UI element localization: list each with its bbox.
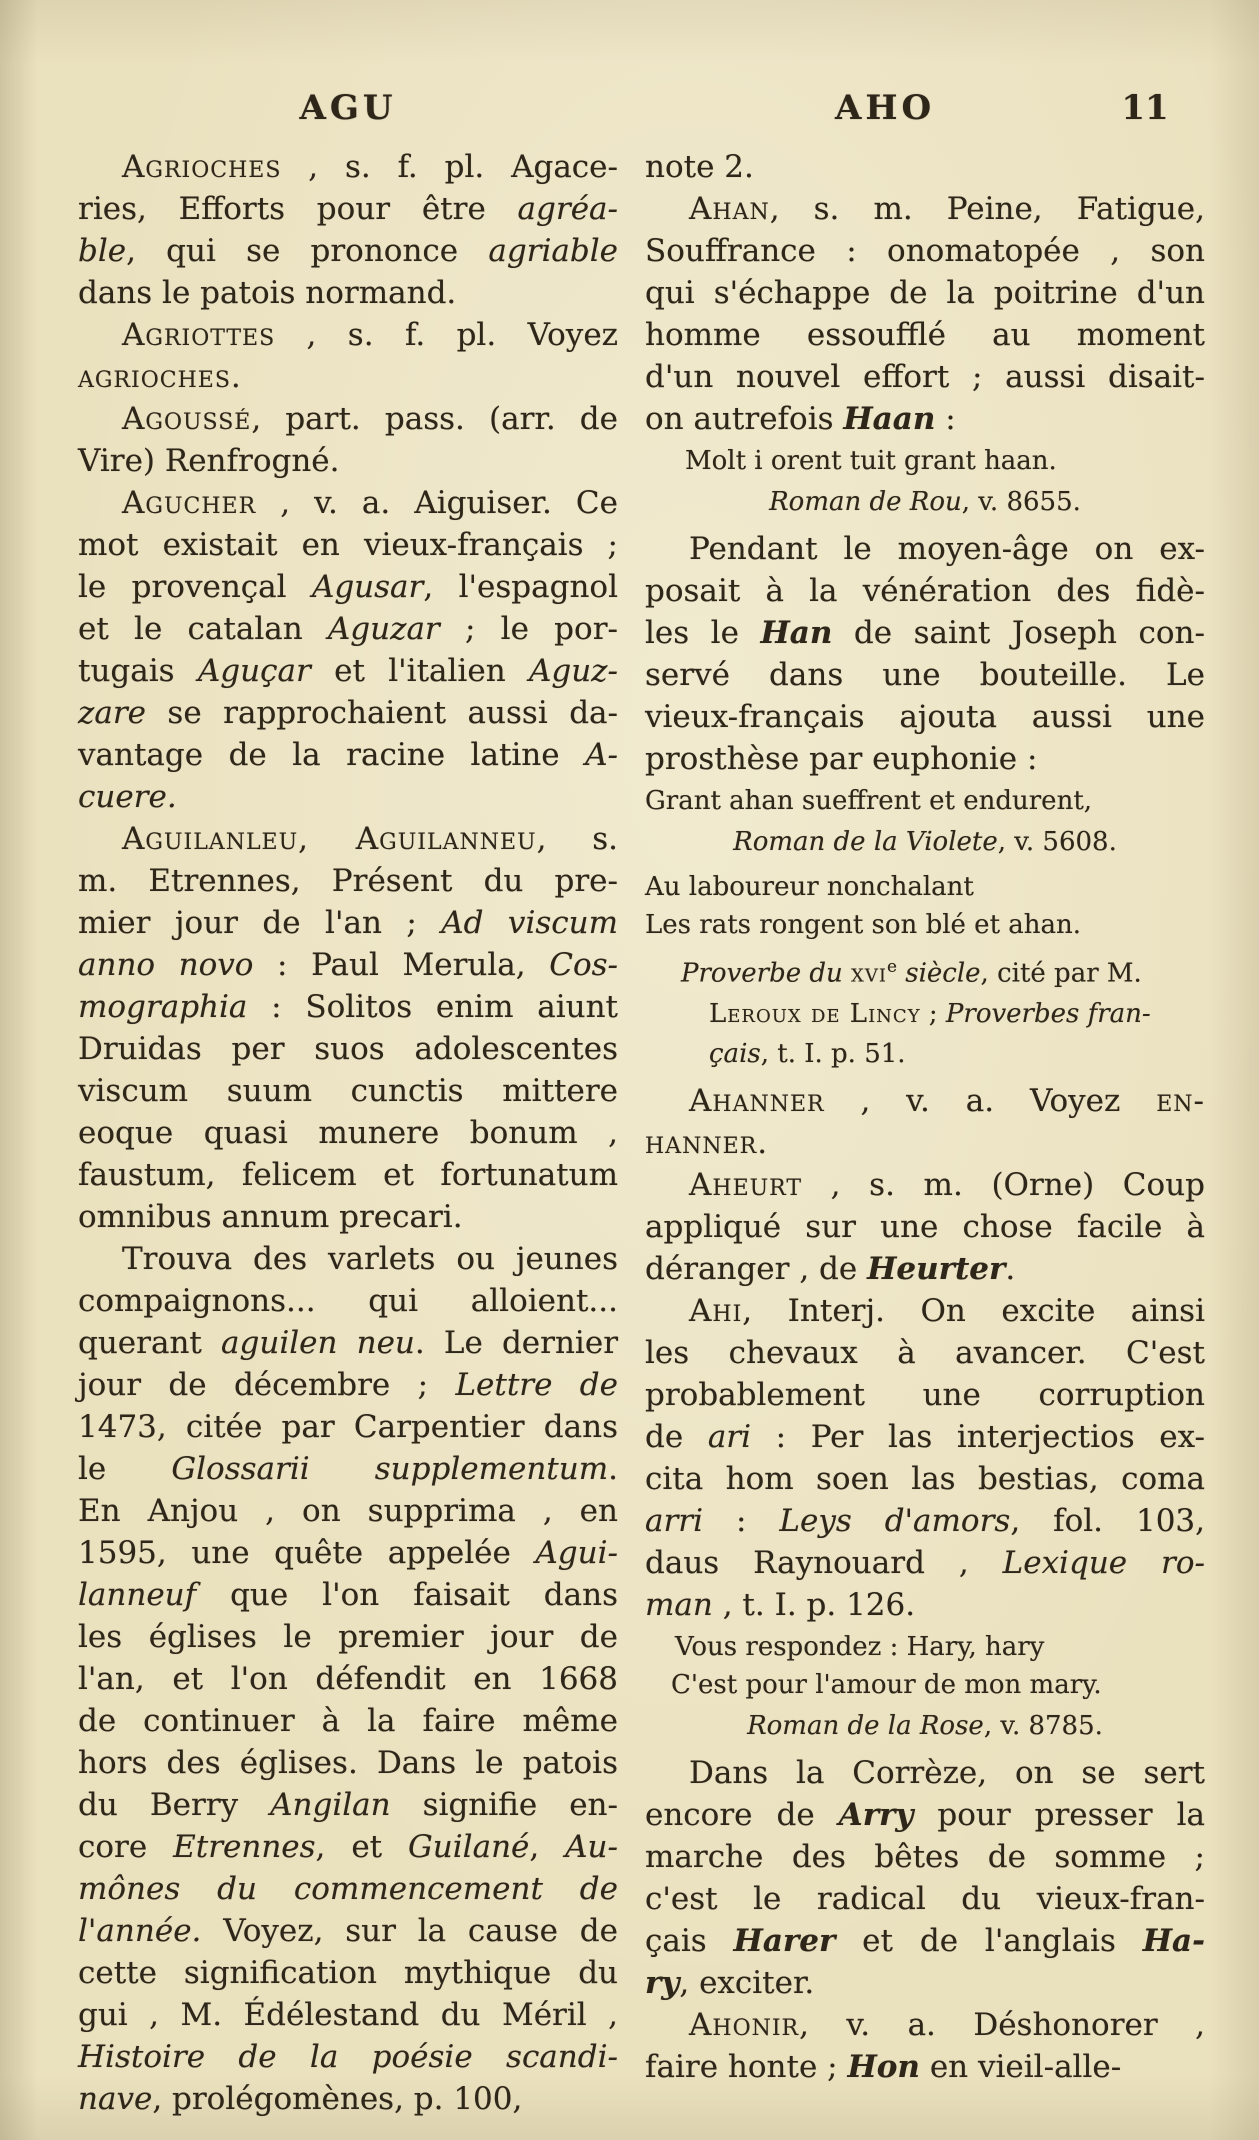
text-line: eoque quasi munere bonum ,	[78, 1115, 618, 1151]
text-line: Agrioches , s. f. pl. Agace-	[122, 149, 618, 185]
text-line: le provençal Agusar, l'espagnol	[78, 569, 618, 605]
text-line: Dans la Corrèze, on se sert	[689, 1754, 1205, 1791]
text-line: cette signification mythique du	[78, 1955, 618, 1991]
text-line: Aheurt , s. m. (Orne) Coup	[689, 1166, 1205, 1203]
text-line: viscum suum cunctis mittere	[78, 1073, 618, 1109]
text-line: et le catalan Aguzar ; le por-	[78, 611, 618, 647]
text-line: du Berry Angilan signifie en-	[78, 1787, 618, 1823]
paragraph	[78, 818, 618, 1238]
text-line: zare se rapprochaient aussi da-	[78, 695, 618, 731]
text-line: les le Han de saint Joseph con-	[645, 615, 1205, 651]
text-line: m. Etrennes, Présent du pre-	[78, 863, 618, 899]
text-line: Trouva des varlets ou jeunes	[122, 1241, 618, 1277]
text-line: Histoire de la poésie scandi-	[78, 2039, 618, 2075]
text-line: Aguilanleu, Aguilanneu, s.	[122, 821, 618, 857]
text-line: Souffrance : onomatopée , son	[645, 233, 1205, 269]
text-line: on autrefois Haan :	[645, 401, 956, 437]
column-left	[78, 146, 618, 2120]
paragraph	[645, 528, 1205, 780]
text-line: marche des bêtes de somme ;	[645, 1838, 1205, 1875]
text-line: Ahonir, v. a. Déshonorer ,	[689, 2006, 1205, 2043]
page-number: 11	[1121, 88, 1169, 128]
text-line: Ahanner , v. a. Voyez en-	[689, 1082, 1205, 1119]
text-line: prosthèse par euphonie :	[645, 741, 1038, 777]
text-line: omnibus annum precari.	[78, 1199, 463, 1235]
verse-quote	[645, 782, 1205, 820]
citation	[645, 482, 1205, 522]
text-line: déranger , de Heurter.	[645, 1250, 1016, 1287]
text-line: mier jour de l'an ; Ad viscum	[78, 905, 618, 941]
text-line: Vire) Renfrogné.	[78, 443, 340, 479]
text-line: l'an, et l'on défendit en 1668	[78, 1661, 618, 1697]
paragraph	[645, 1290, 1205, 1626]
text-line: Leroux de Lincy ; Proverbes fran-	[709, 998, 1151, 1029]
text-line: hors des églises. Dans le patois	[78, 1745, 618, 1781]
paragraph	[78, 314, 618, 398]
text-line: Agucher , v. a. Aiguiser. Ce	[122, 485, 618, 521]
column-right	[645, 146, 1205, 2088]
text-line: l'année. Voyez, sur la cause de	[78, 1913, 618, 1949]
verse-quote	[645, 442, 1205, 480]
text-line: probablement une corruption	[645, 1376, 1205, 1413]
text-line: 1473, citée par Carpentier dans	[78, 1409, 618, 1445]
text-line: jour de décembre ; Lettre de	[78, 1367, 618, 1403]
text-line: Proverbe du xvi$^e$ siècle, cité par M.	[681, 956, 1142, 989]
text-line: anno novo : Paul Merula, Cos-	[78, 947, 618, 983]
text-line: cita hom soen las bestias, coma	[645, 1460, 1205, 1497]
text-line: ry, exciter.	[645, 1964, 815, 2001]
text-line: hanner.	[645, 1124, 769, 1161]
text-line: faustum, felicem et fortunatum	[78, 1157, 618, 1193]
text-line: core Etrennes, et Guilané, Au-	[78, 1829, 618, 1865]
text-line: En Anjou , on supprima , en	[78, 1493, 618, 1529]
text-line: dans le patois normand.	[78, 275, 457, 311]
citation	[645, 946, 1205, 1074]
text-line: les églises le premier jour de	[78, 1619, 618, 1655]
text-line: Agriottes , s. f. pl. Voyez	[122, 317, 618, 353]
text-line: C'est pour l'amour de mon mary.	[671, 1669, 1102, 1700]
text-line: appliqué sur une chose facile à	[645, 1208, 1205, 1245]
text-line: vieux-français ajouta aussi une	[645, 699, 1205, 735]
text-line: nave, prolégomènes, p. 100,	[78, 2081, 523, 2117]
text-line: Ahi, Interj. On excite ainsi	[689, 1292, 1205, 1329]
text-line: çais, t. I. p. 51.	[709, 1038, 906, 1069]
text-line: faire honte ; Hon en vieil-alle-	[645, 2048, 1122, 2085]
citation	[645, 1706, 1205, 1746]
text-line: Druidas per suos adolescentes	[78, 1031, 618, 1067]
text-line: Molt i orent tuit grant haan.	[685, 446, 1057, 476]
text-line: vantage de la racine latine A-	[78, 737, 618, 773]
text-line: de continuer à la faire même	[78, 1703, 618, 1739]
text-line: d'un nouvel effort ; aussi disait-	[645, 359, 1205, 395]
text-line: mot existait en vieux-français ;	[78, 527, 618, 563]
text-line: querant aguilen neu. Le dernier	[78, 1325, 619, 1361]
text-line: tugais Aguçar et l'italien Aguz-	[78, 653, 618, 689]
paragraph	[645, 146, 1205, 188]
text-line: Les rats rongent son blé et ahan.	[645, 910, 1082, 940]
paragraph	[645, 1752, 1205, 2004]
running-head-right: AHO	[834, 88, 936, 128]
text-line: man , t. I. p. 126.	[645, 1586, 916, 1623]
text-line: servé dans une bouteille. Le	[645, 657, 1205, 693]
text-line: Roman de la Violete, v. 5608.	[733, 827, 1117, 857]
text-line: Au laboureur nonchalant	[645, 872, 974, 902]
text-line: qui s'échappe de la poitrine d'un	[645, 275, 1205, 311]
text-line: çais Harer et de l'anglais Ha-	[645, 1922, 1205, 1959]
paragraph	[645, 2004, 1205, 2088]
verse-quote	[645, 868, 1205, 944]
paragraph	[78, 482, 618, 818]
text-line: posait à la vénération des fidè-	[645, 573, 1205, 609]
paragraph	[645, 1164, 1205, 1290]
paragraph	[78, 398, 618, 482]
paragraph	[645, 188, 1205, 440]
text-line: agrioches.	[78, 359, 242, 395]
text-line: Roman de Rou, v. 8655.	[769, 487, 1081, 517]
text-line: ble, qui se prononce agriable	[78, 233, 618, 269]
text-line: Pendant le moyen-âge on ex-	[689, 531, 1205, 567]
text-line: 1595, une quête appelée Agui-	[78, 1535, 618, 1571]
text-line: homme essoufflé au moment	[645, 317, 1205, 353]
text-line: de ari : Per las interjectios ex-	[645, 1418, 1205, 1455]
citation	[645, 822, 1205, 862]
text-line: le Glossarii supplementum.	[78, 1451, 618, 1487]
text-line: mographia : Solitos enim aiunt	[78, 989, 618, 1025]
text-line: note 2.	[645, 149, 754, 185]
text-line: Grant ahan sueffrent et endurent,	[645, 786, 1093, 816]
text-line: encore de Arry pour presser la	[645, 1796, 1205, 1833]
text-line: Agoussé, part. pass. (arr. de	[122, 401, 618, 437]
text-line: gui , M. Édélestand du Méril ,	[78, 1997, 618, 2033]
text-line: arri : Leys d'amors, fol. 103,	[645, 1502, 1206, 1539]
text-line: c'est le radical du vieux-fran-	[645, 1880, 1205, 1917]
text-line: Vous respondez : Hary, hary	[675, 1631, 1045, 1662]
text-line: Ahan, s. m. Peine, Fatigue,	[689, 191, 1205, 227]
paragraph	[645, 1080, 1205, 1164]
text-line: compaignons... qui alloient...	[78, 1283, 618, 1319]
text-line: lanneuf que l'on faisait dans	[78, 1577, 618, 1613]
paragraph	[78, 146, 618, 314]
text-line: les chevaux à avancer. C'est	[645, 1334, 1205, 1371]
text-line: cuere.	[78, 779, 177, 815]
text-line: daus Raynouard , Lexique ro-	[645, 1544, 1206, 1581]
text-line: Roman de la Rose, v. 8785.	[747, 1710, 1103, 1741]
running-head-left: AGU	[299, 88, 397, 128]
text-line: ries, Efforts pour être agréa-	[78, 191, 618, 227]
text-line: mônes du commencement de	[78, 1871, 618, 1907]
paragraph	[78, 1238, 618, 2120]
verse-quote	[645, 1628, 1205, 1704]
